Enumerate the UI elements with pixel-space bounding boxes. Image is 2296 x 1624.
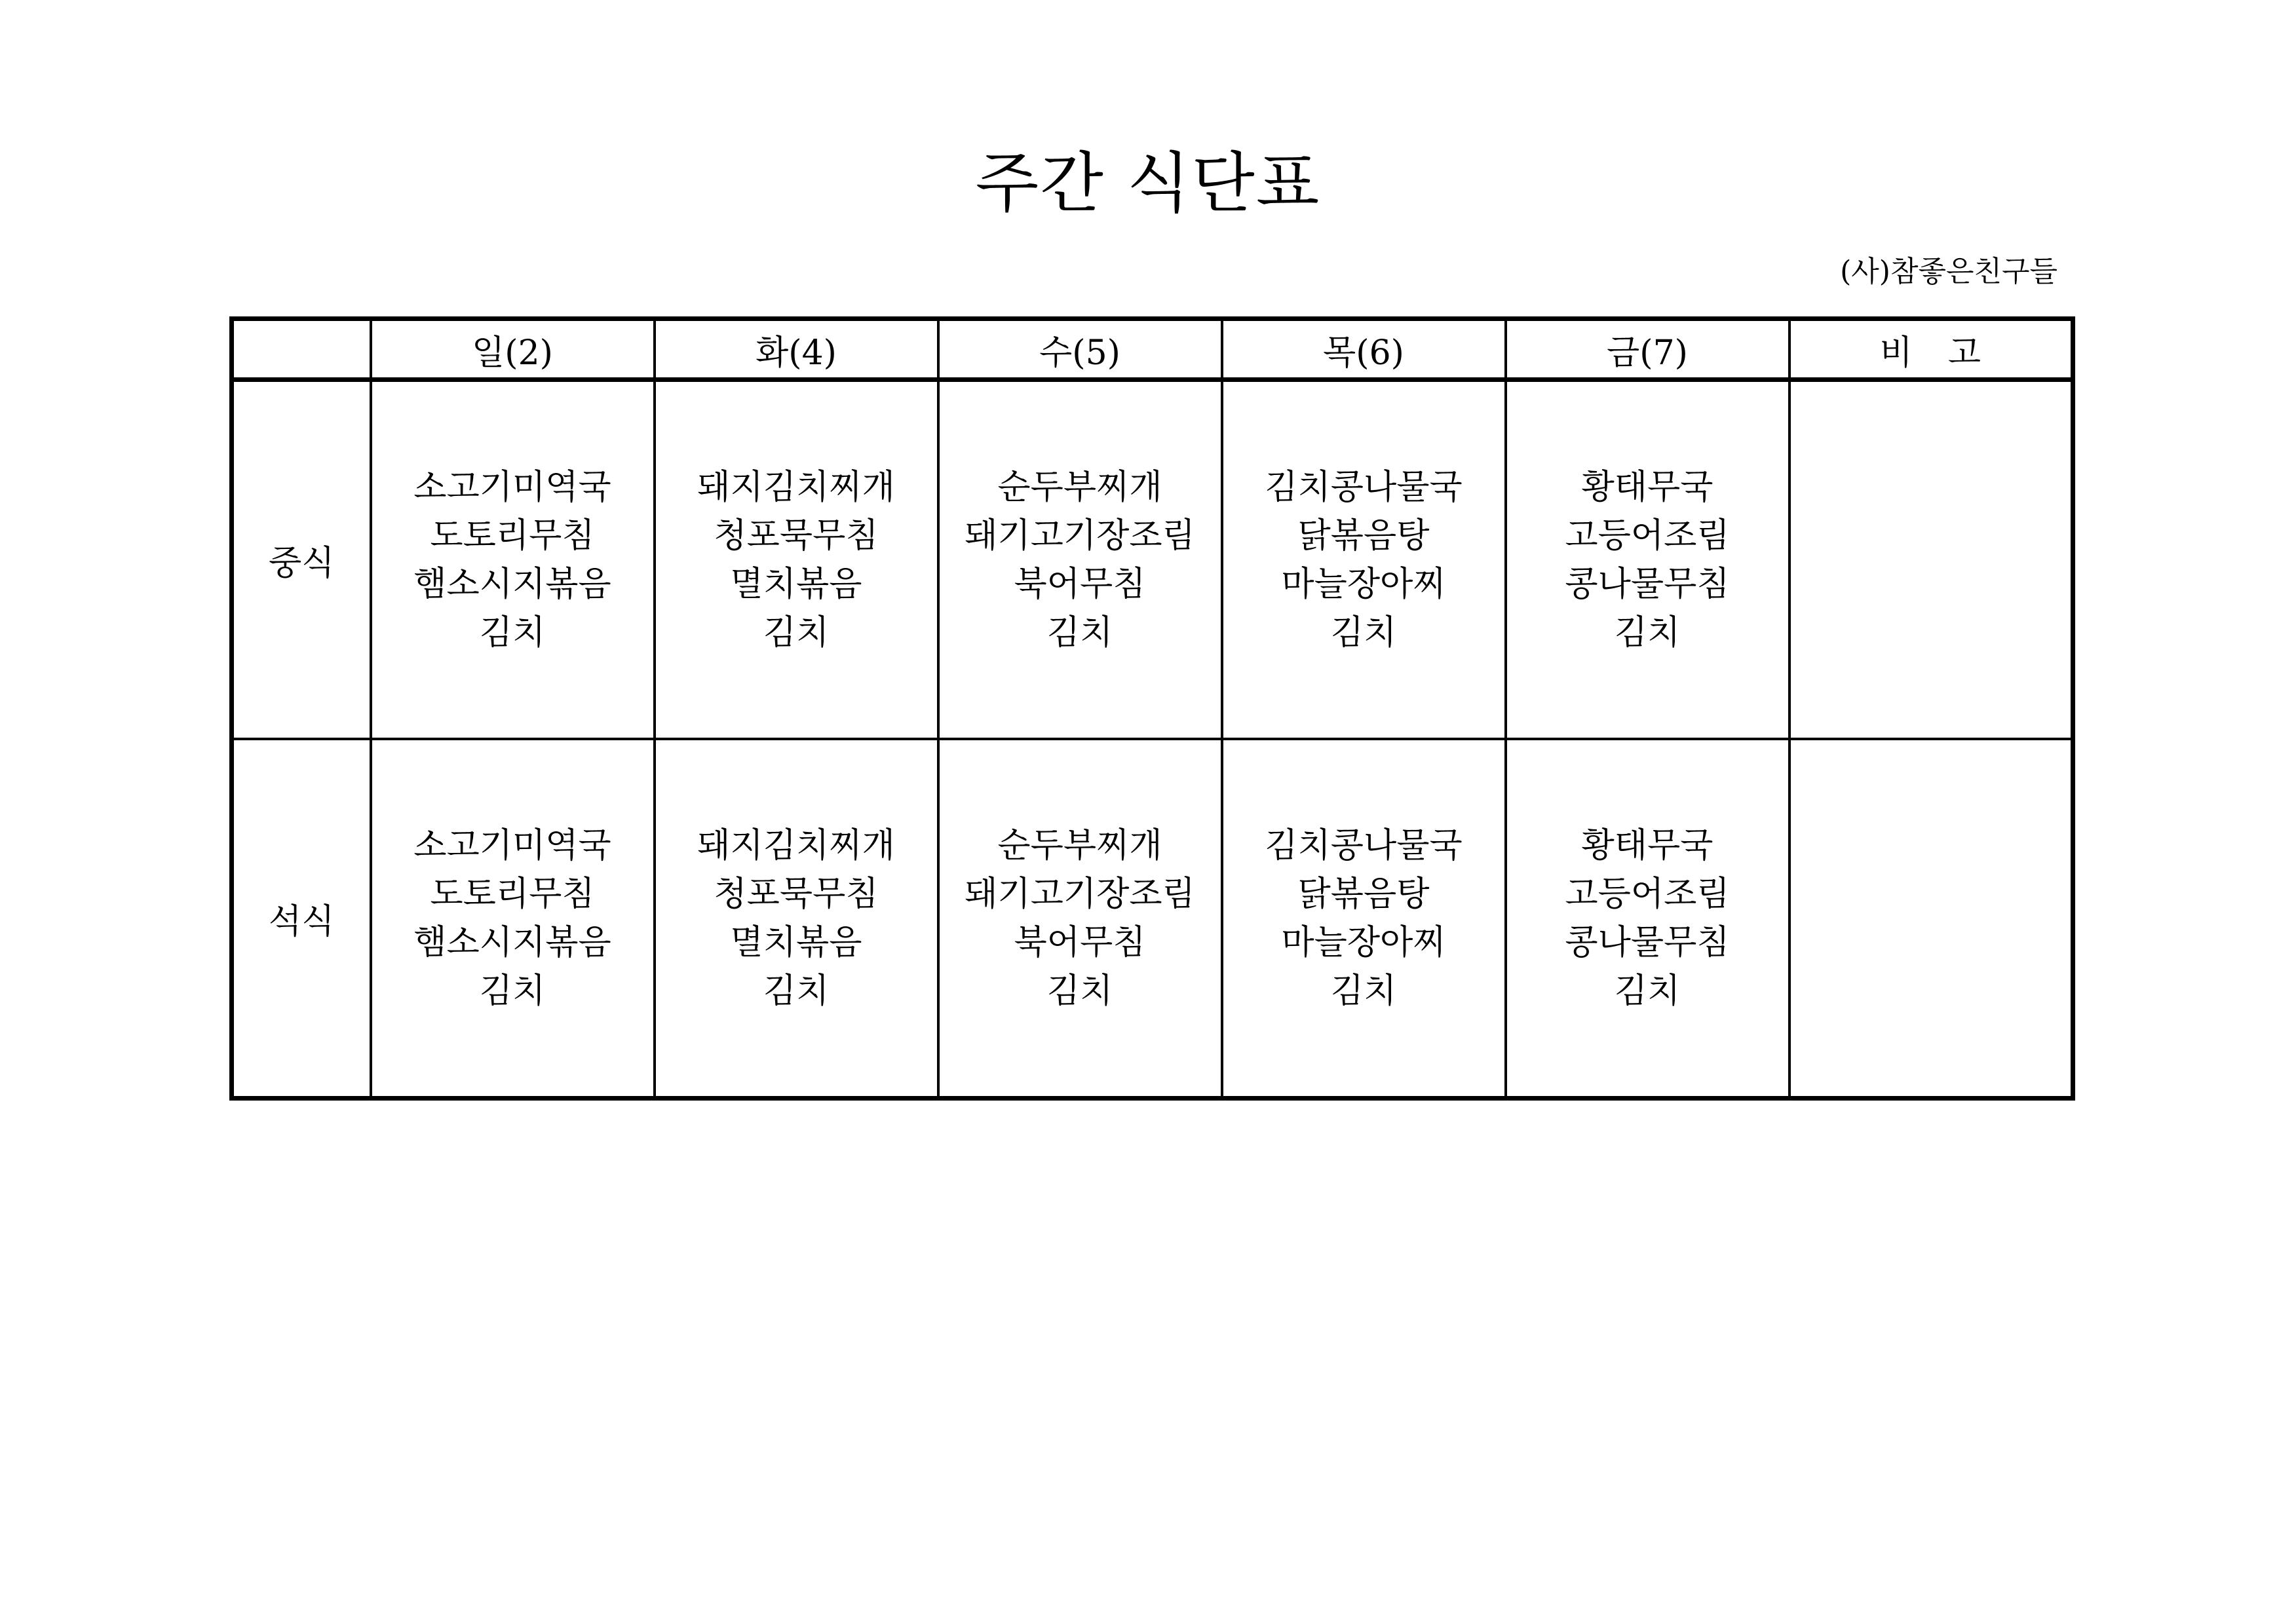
dish-item: 황태무국: [1581, 825, 1713, 865]
dish-item: 돼기고기장조림: [965, 516, 1195, 556]
column-header-tue: 화(4): [655, 319, 938, 380]
column-header-fri: 금(7): [1506, 319, 1789, 380]
dish-item: 햄소시지볶음: [413, 922, 611, 962]
dish-item: 닭볶음탕: [1297, 874, 1430, 914]
menu-cell: [1222, 380, 1506, 740]
dish-item: 김치콩나물국: [1265, 825, 1463, 865]
dish-item: 소고기미역국: [413, 467, 611, 507]
meal-row-lunch: [232, 380, 2073, 740]
dish-item: 순두부찌개: [997, 825, 1162, 865]
dish-item: 김치: [479, 613, 546, 652]
menu-cell: [371, 739, 655, 1099]
dish-item: 고등어조림: [1565, 516, 1730, 556]
dish-item: 소고기미역국: [413, 825, 611, 865]
menu-cell: [938, 739, 1222, 1099]
header-row: [232, 319, 2073, 380]
dish-item: 고등어조림: [1565, 874, 1730, 914]
dish-item: 북어무침: [1014, 922, 1146, 962]
dish-item: 청포묵무침: [714, 516, 879, 556]
menu-cell: [938, 380, 1222, 740]
dish-item: 북어무침: [1014, 564, 1146, 604]
dish-item: 김치: [1614, 971, 1681, 1011]
meal-label: 중식: [232, 380, 371, 740]
dish-item: 김치: [1046, 971, 1113, 1011]
dish-item: 김치: [1614, 613, 1681, 652]
dish-item: 돼지김치찌개: [697, 467, 895, 507]
menu-cell: [655, 380, 938, 740]
remarks-cell: [1789, 380, 2073, 740]
dish-item: 순두부찌개: [997, 467, 1162, 507]
dish-item: 마늘장아찌: [1281, 922, 1446, 962]
dish-item: 김치: [1330, 613, 1397, 652]
dish-item: 김치콩나물국: [1265, 467, 1463, 507]
dish-item: 김치: [1046, 613, 1113, 652]
corner-header-cell: [232, 319, 371, 380]
meal-label: 석식: [232, 739, 371, 1099]
column-header-thu: 목(6): [1222, 319, 1506, 380]
weekly-menu-table: [229, 316, 2075, 1101]
dish-item: 황태무국: [1581, 467, 1713, 507]
column-header-remarks: 비 고: [1789, 319, 2073, 380]
dish-item: 김치: [763, 613, 830, 652]
dish-item: 김치: [479, 971, 546, 1011]
dish-item: 마늘장아찌: [1281, 564, 1446, 604]
organization-name: (사)참좋은친구들: [1840, 255, 2057, 288]
menu-cell: [655, 739, 938, 1099]
dish-item: 김치: [1330, 971, 1397, 1011]
dish-item: 닭볶음탕: [1297, 516, 1430, 556]
dish-item: 도토리무침: [430, 516, 595, 556]
dish-item: 햄소시지볶음: [413, 564, 611, 604]
dish-item: 돼지김치찌개: [697, 825, 895, 865]
column-header-wed: 수(5): [938, 319, 1222, 380]
page-title: 주간 식단표: [975, 145, 1321, 221]
meal-row-dinner: [232, 739, 2073, 1099]
dish-item: 콩나물무침: [1565, 564, 1730, 604]
menu-cell: [1506, 739, 1789, 1099]
dish-item: 도토리무침: [430, 874, 595, 914]
dish-item: 멸치볶음: [730, 564, 862, 604]
dish-item: 멸치볶음: [730, 922, 862, 962]
dish-item: 돼기고기장조림: [965, 874, 1195, 914]
menu-cell: [1222, 739, 1506, 1099]
dish-item: 김치: [763, 971, 830, 1011]
column-header-sun: 일(2): [371, 319, 655, 380]
menu-cell: [371, 380, 655, 740]
remarks-cell: [1789, 739, 2073, 1099]
dish-item: 콩나물무침: [1565, 922, 1730, 962]
dish-item: 청포묵무침: [714, 874, 879, 914]
menu-cell: [1506, 380, 1789, 740]
